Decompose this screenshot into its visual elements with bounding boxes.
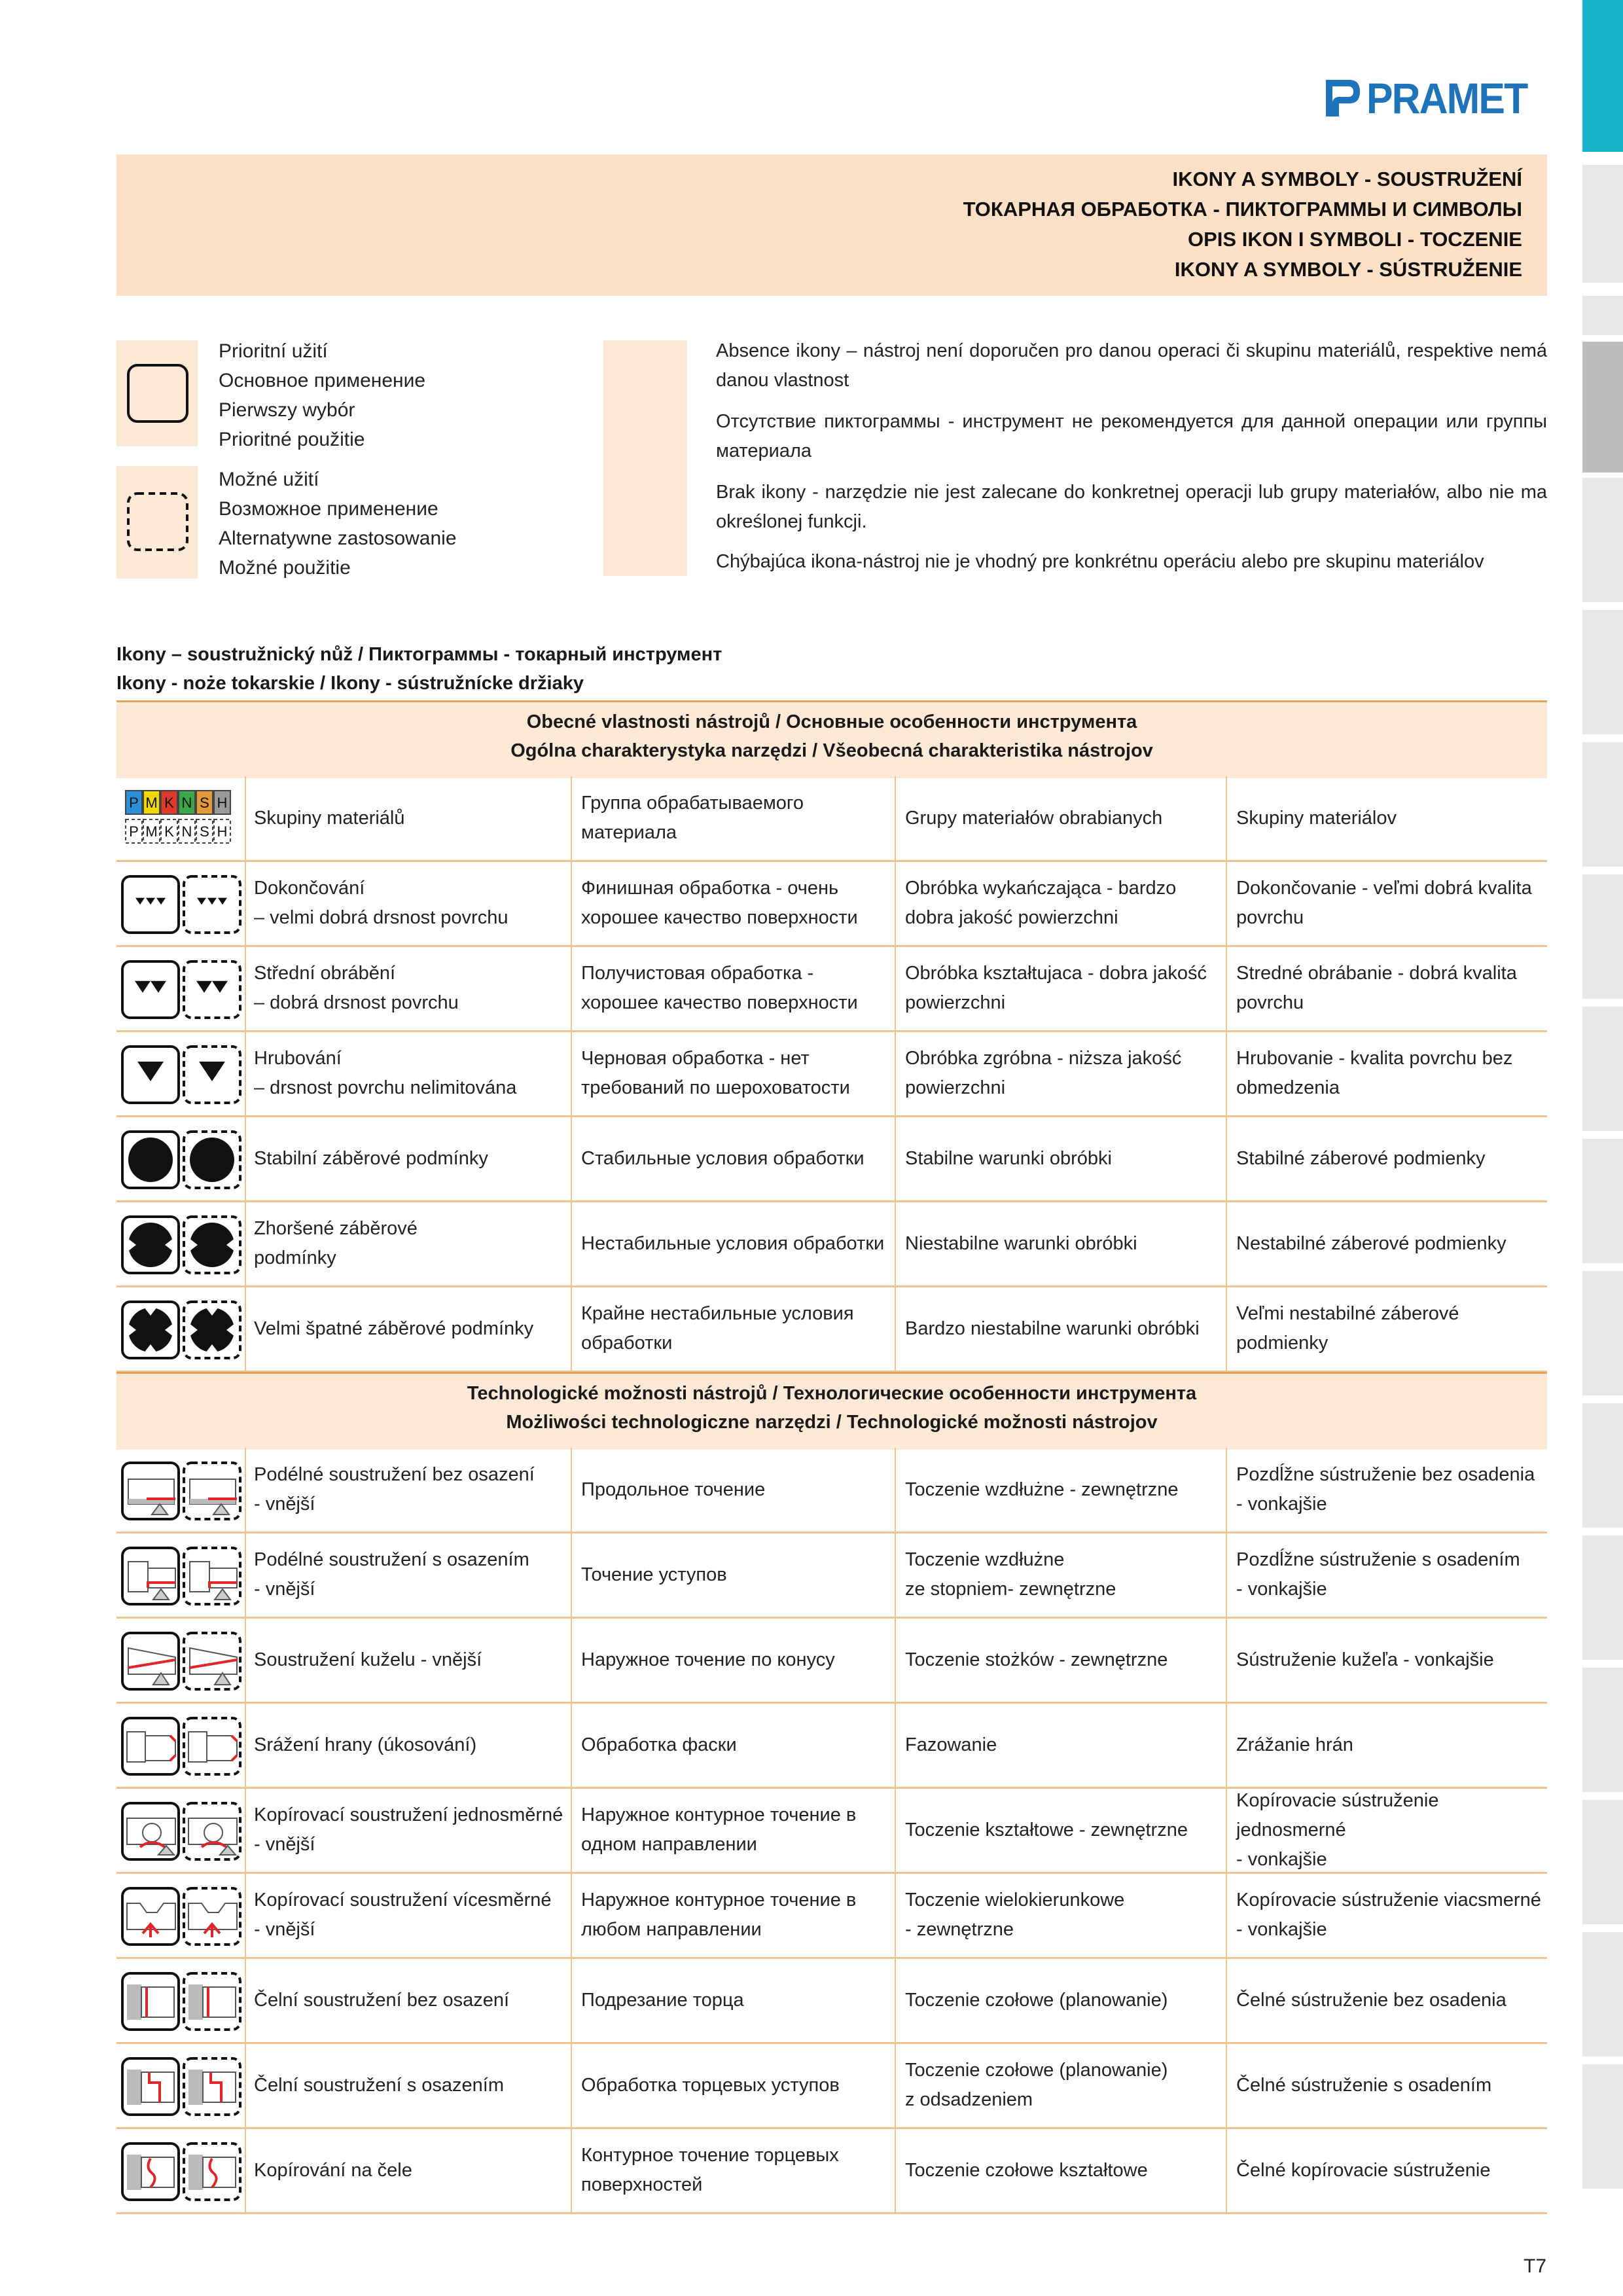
cell-cz <box>245 946 572 1030</box>
cell-pl <box>896 2128 1227 2212</box>
side-tab-turning[interactable] <box>1582 0 1623 152</box>
cell-pl <box>896 1202 1227 1285</box>
absence-text-sk: Chýbajúca ikona-nástroj nie je vhodný pre konkrétnu operáciu alebo pre skupinu materiálov <box>716 551 1484 572</box>
cell-text: Контурное точение торцевых поверхностей <box>581 2145 839 2195</box>
cell-cz <box>245 1618 572 1702</box>
cell-cz <box>245 1873 572 1957</box>
side-tab[interactable] <box>1582 296 1623 335</box>
svg-text:K: K <box>164 823 174 840</box>
cell-ru <box>572 1533 896 1617</box>
cell-text: Pozdĺžne sústruženie bez osadenia - vonkajšie <box>1236 1464 1535 1515</box>
cell-sk <box>1227 1202 1547 1285</box>
cell-cz <box>245 1031 572 1115</box>
logo-text: PRAMET <box>1366 74 1527 122</box>
cell-text: Toczenie czołowe (planowanie) <box>905 1989 1168 2011</box>
cell-text: Крайне нестабильные условия обработки <box>581 1303 854 1354</box>
table-row <box>116 1117 1547 1202</box>
side-tab[interactable] <box>1582 1403 1623 1528</box>
roughing-icon <box>116 1031 246 1115</box>
cell-pl <box>896 1788 1227 1872</box>
cell-ru <box>572 1031 896 1115</box>
cell-pl <box>896 2043 1227 2127</box>
cell-text: Stabilní záběrové podmínky <box>254 1147 488 1169</box>
cell-ru <box>572 1287 896 1371</box>
cell-pl <box>896 1873 1227 1957</box>
pramet-logo-icon <box>1323 76 1363 120</box>
medium-machining-icon <box>116 946 246 1030</box>
band-technological-capabilities <box>116 1372 1547 1450</box>
cell-sk <box>1227 1287 1547 1371</box>
header-band <box>116 154 1547 296</box>
cell-text: Obróbka zgróbna - niższa jakość powierzchni <box>905 1048 1182 1098</box>
face-turning-shoulder-icon <box>116 2043 246 2127</box>
cell-sk <box>1227 946 1547 1030</box>
cell-sk <box>1227 1618 1547 1702</box>
absence-legend-box <box>603 340 687 576</box>
cell-cz <box>245 1202 572 1285</box>
table-row <box>116 2128 1547 2214</box>
cell-sk <box>1227 1703 1547 1787</box>
cell-cz <box>245 1287 572 1371</box>
cell-pl <box>896 1031 1227 1115</box>
cell-text: Подрезание торца <box>581 1989 744 2011</box>
svg-text:N: N <box>181 823 192 840</box>
cell-text: Skupiny materiálů <box>254 807 405 829</box>
cell-pl <box>896 946 1227 1030</box>
cell-ru <box>572 1448 896 1532</box>
copy-turning-one-direction-icon <box>116 1788 246 1872</box>
stable-conditions-icon <box>116 1117 246 1200</box>
header-title-ru: ТОКАРНАЯ ОБРАБОТКА - ПИКТОГРАММЫ И СИМВОЛЫ <box>963 198 1522 221</box>
table-row <box>116 1448 1547 1534</box>
cell-text: Čelné kopírovacie sústruženie <box>1236 2159 1491 2181</box>
cell-cz <box>245 1703 572 1787</box>
cell-text: Kopírovacie sústruženie jednosmerné - vonkajšie <box>1236 1789 1439 1870</box>
cell-text: Stabilne warunki obróbki <box>905 1147 1112 1169</box>
cell-text: Группа обрабатываемого материала <box>581 793 804 843</box>
absence-text-cz: Absence ikony – nástroj není doporučen pro danou operaci či skupinu materiálů, respektive nemá danou vlastnost <box>716 340 1547 391</box>
cell-ru <box>572 946 896 1030</box>
section-title-line1: Ikony – soustružnický nůž / Пиктограммы - токарный инструмент <box>116 644 722 665</box>
cell-pl <box>896 1287 1227 1371</box>
table-row <box>116 1788 1547 1874</box>
side-tab[interactable] <box>1582 342 1623 473</box>
cell-text: Наружное точение по конусу <box>581 1649 835 1670</box>
cell-ru <box>572 1788 896 1872</box>
possible-legend-box <box>116 466 198 579</box>
very-unstable-conditions-icon <box>116 1287 246 1371</box>
cell-pl <box>896 1448 1227 1532</box>
svg-text:M: M <box>145 795 158 811</box>
table-row <box>116 776 1547 862</box>
svg-text:S: S <box>200 823 209 840</box>
possible-dashed-frame-icon <box>116 466 198 579</box>
svg-text:N: N <box>181 795 192 811</box>
cell-text: Podélné soustružení bez osazení - vnější <box>254 1464 535 1515</box>
absence-text-pl: Brak ikony - narzędzie nie jest zalecane do konkretnej operacji lub grupy materiałów, albo nie ma określonej funkcji. <box>716 482 1547 532</box>
cell-ru <box>572 1618 896 1702</box>
copy-turning-multi-direction-icon <box>116 1873 246 1957</box>
table-row <box>116 1873 1547 1959</box>
header-title-sk: IKONY A SYMBOLY - SÚSTRUŽENIE <box>1174 258 1522 281</box>
unstable-conditions-icon <box>116 1202 246 1285</box>
side-tab[interactable] <box>1582 1535 1623 1660</box>
table-row <box>116 1031 1547 1117</box>
cell-text: Продольное точение <box>581 1479 766 1500</box>
cell-text: Наружное контурное точение в одном направлении <box>581 1804 857 1855</box>
cell-text: Bardzo niestabilne warunki obróbki <box>905 1318 1200 1339</box>
side-tab[interactable] <box>1582 1271 1623 1395</box>
svg-text:H: H <box>217 823 228 840</box>
cell-text: Hrubování – drsnost povrchu nelimitována <box>254 1048 517 1098</box>
cell-text: Střední obrábění – dobrá drsnost povrchu <box>254 963 459 1013</box>
cell-ru <box>572 1873 896 1957</box>
cell-text: Nestabilné záberové podmienky <box>1236 1232 1507 1254</box>
cell-pl <box>896 1958 1227 2042</box>
cell-sk <box>1227 861 1547 945</box>
cell-text: Čelné sústruženie s osadením <box>1236 2074 1492 2096</box>
cell-text: Нестабильные условия обработки <box>581 1232 885 1254</box>
cell-text: Получистовая обработка - хорошее качество поверхности <box>581 963 858 1013</box>
legend-possible-text: Možné užití Возможное применение Alternatywne zastosowanie Možné použitie <box>219 469 457 579</box>
svg-text:K: K <box>164 795 174 811</box>
cell-text: Srážení hrany (úkosování) <box>254 1734 477 1755</box>
cell-ru <box>572 2128 896 2212</box>
cell-text: Obróbka kształtujaca - dobra jakość powierzchni <box>905 963 1207 1013</box>
table-row <box>116 1618 1547 1704</box>
cell-text: Черновая обработка - нет требований по шероховатости <box>581 1048 850 1098</box>
cell-cz <box>245 1448 572 1532</box>
cell-text: Dokončování – velmi dobrá drsnost povrchu <box>254 878 508 928</box>
cell-text: Kopírovacie sústruženie viacsmerné - vonkajšie <box>1236 1890 1541 1940</box>
side-tab[interactable] <box>1582 1668 1623 1792</box>
cell-text: Toczenie kształtowe - zewnętrzne <box>905 1819 1188 1840</box>
cell-text: Обработка торцевых уступов <box>581 2074 840 2096</box>
longitudinal-turning-icon <box>116 1448 246 1532</box>
cell-sk <box>1227 1117 1547 1200</box>
cell-text: Veľmi nestabilné záberové podmienky <box>1236 1303 1459 1354</box>
cell-sk <box>1227 1533 1547 1617</box>
cell-sk <box>1227 1788 1547 1872</box>
table-row <box>116 2043 1547 2129</box>
cell-text: Pozdĺžne sústruženie s osadením - vonkajšie <box>1236 1549 1520 1600</box>
svg-text:S: S <box>200 795 209 811</box>
svg-text:P: P <box>129 795 139 811</box>
cell-text: Toczenie wielokierunkowe - zewnętrzne <box>905 1890 1125 1940</box>
cell-text: Grupy materiałów obrabianych <box>905 807 1163 829</box>
cell-sk <box>1227 1448 1547 1532</box>
cell-text: Zrážanie hrán <box>1236 1734 1353 1755</box>
cell-text: Kopírovací soustružení vícesměrné - vnější <box>254 1890 552 1940</box>
cell-text: Čelné sústruženie bez osadenia <box>1236 1989 1507 2011</box>
material-groups-icon <box>116 776 246 860</box>
cell-ru <box>572 2043 896 2127</box>
cell-sk <box>1227 2128 1547 2212</box>
cell-sk <box>1227 1873 1547 1957</box>
chamfering-icon <box>116 1703 246 1787</box>
band-general-properties <box>116 700 1547 778</box>
side-tab[interactable] <box>1582 742 1623 867</box>
cell-text: Zhoršené záběrové podmínky <box>254 1218 418 1268</box>
cell-ru <box>572 1958 896 2042</box>
cell-pl <box>896 1117 1227 1200</box>
absence-text-ru: Отсутствие пиктограммы - инструмент не рекомендуется для данной операции или группы материала <box>716 411 1547 461</box>
side-tab[interactable] <box>1582 478 1623 602</box>
cell-ru <box>572 861 896 945</box>
cell-text: Стабильные условия обработки <box>581 1147 865 1169</box>
table-row <box>116 1958 1547 2044</box>
cell-sk <box>1227 1031 1547 1115</box>
cell-ru <box>572 1703 896 1787</box>
cell-text: Fazowanie <box>905 1734 997 1755</box>
cell-text: Toczenie wzdłużne ze stopniem- zewnętrzne <box>905 1549 1116 1600</box>
cell-ru <box>572 776 896 860</box>
cell-sk <box>1227 1958 1547 2042</box>
table-row <box>116 861 1547 947</box>
cell-cz <box>245 1117 572 1200</box>
cell-cz <box>245 2128 572 2212</box>
cell-text: Hrubovanie - kvalita povrchu bez obmedzenia <box>1236 1048 1513 1098</box>
side-tab[interactable] <box>1582 2064 1623 2189</box>
cell-text: Toczenie stożków - zewnętrzne <box>905 1649 1168 1670</box>
page-number: T7 <box>1524 2255 1547 2277</box>
cell-pl <box>896 1533 1227 1617</box>
cell-pl <box>896 1618 1227 1702</box>
cell-text: Stredné obrábanie - dobrá kvalita povrchu <box>1236 963 1517 1013</box>
cell-text: Niestabilne warunki obróbki <box>905 1232 1137 1254</box>
cell-text: Skupiny materiálov <box>1236 807 1397 829</box>
table-row <box>116 1703 1547 1789</box>
section-title-line2: Ikony - noże tokarskie / Ikony - sústružnícke držiaky <box>116 673 584 694</box>
cell-text: Obróbka wykańczająca - bardzo dobra jakość powierzchni <box>905 878 1177 928</box>
svg-text:P: P <box>129 823 139 840</box>
side-tab[interactable] <box>1582 1800 1623 1924</box>
cell-ru <box>572 1117 896 1200</box>
legend-priority-text: Prioritní užití Основное применение Pierwszy wybór Prioritné použitie <box>219 340 426 450</box>
cell-text: Soustružení kuželu - vnější <box>254 1649 482 1670</box>
cell-cz <box>245 1788 572 1872</box>
header-title-cz: IKONY A SYMBOLY - SOUSTRUŽENÍ <box>1172 168 1522 190</box>
cell-text: Точение уступов <box>581 1564 727 1585</box>
cell-text: Čelní soustružení s osazením <box>254 2074 505 2096</box>
cell-text: Обработка фаски <box>581 1734 737 1755</box>
face-copy-turning-icon <box>116 2128 246 2212</box>
cell-text: Toczenie czołowe (planowanie) z odsadzeniem <box>905 2060 1168 2110</box>
band-title-line: Ogólna charakterystyka narzędzi / Všeobecná charakteristika nástrojov <box>510 740 1153 761</box>
cell-text: Toczenie czołowe kształtowe <box>905 2159 1148 2181</box>
side-tab[interactable] <box>1582 1139 1623 1263</box>
cell-text: Čelní soustružení bez osazení <box>254 1989 510 2011</box>
pramet-logo <box>1323 76 1546 120</box>
table-row <box>116 946 1547 1032</box>
cell-text: Sústruženie kužeľa - vonkajšie <box>1236 1649 1494 1670</box>
cell-pl <box>896 776 1227 860</box>
cell-text: Podélné soustružení s osazením - vnější <box>254 1549 529 1600</box>
cell-cz <box>245 776 572 860</box>
side-tab[interactable] <box>1582 874 1623 999</box>
cell-pl <box>896 1703 1227 1787</box>
svg-text:H: H <box>217 795 228 811</box>
cell-cz <box>245 2043 572 2127</box>
header-title-pl: OPIS IKON I SYMBOLI - TOCZENIE <box>1188 228 1522 251</box>
cell-text: Dokončovanie - veľmi dobrá kvalita povrchu <box>1236 878 1532 928</box>
side-tab[interactable] <box>1582 1007 1623 1131</box>
cell-text: Kopírování na čele <box>254 2159 412 2181</box>
table-row <box>116 1287 1547 1372</box>
priority-solid-frame-icon <box>116 340 198 446</box>
cell-text: Stabilné záberové podmienky <box>1236 1147 1486 1169</box>
finishing-icon <box>116 861 246 945</box>
cell-cz <box>245 1958 572 2042</box>
cell-sk <box>1227 776 1547 860</box>
face-turning-icon <box>116 1958 246 2042</box>
cell-text: Kopírovací soustružení jednosměrné - vnější <box>254 1804 563 1855</box>
taper-turning-icon <box>116 1618 246 1702</box>
cell-text: Toczenie wzdłużne - zewnętrzne <box>905 1479 1179 1500</box>
cell-text: Финишная обработка - очень хорошее качество поверхности <box>581 878 858 928</box>
svg-text:M: M <box>145 823 158 840</box>
priority-legend-box <box>116 340 198 446</box>
side-tab-strip <box>1582 0 1623 2296</box>
cell-cz <box>245 861 572 945</box>
shoulder-turning-icon <box>116 1533 246 1617</box>
cell-cz <box>245 1533 572 1617</box>
band-title-line: Obecné vlastnosti nástrojů / Основные особенности инструмента <box>526 711 1137 732</box>
cell-sk <box>1227 2043 1547 2127</box>
cell-text: Velmi špatné záběrové podmínky <box>254 1318 534 1339</box>
cell-text: Наружное контурное точение в любом направлении <box>581 1890 857 1940</box>
band-title-line: Technologické možnosti nástrojů / Технологические особенности инструмента <box>467 1383 1197 1404</box>
table-row <box>116 1202 1547 1287</box>
side-tab[interactable] <box>1582 610 1623 734</box>
cell-ru <box>572 1202 896 1285</box>
band-title-line: Możliwości technologiczne narzędzi / Technologické možnosti nástrojov <box>506 1412 1158 1433</box>
side-tab[interactable] <box>1582 165 1623 283</box>
cell-pl <box>896 861 1227 945</box>
side-tab[interactable] <box>1582 1932 1623 2056</box>
table-row <box>116 1533 1547 1619</box>
